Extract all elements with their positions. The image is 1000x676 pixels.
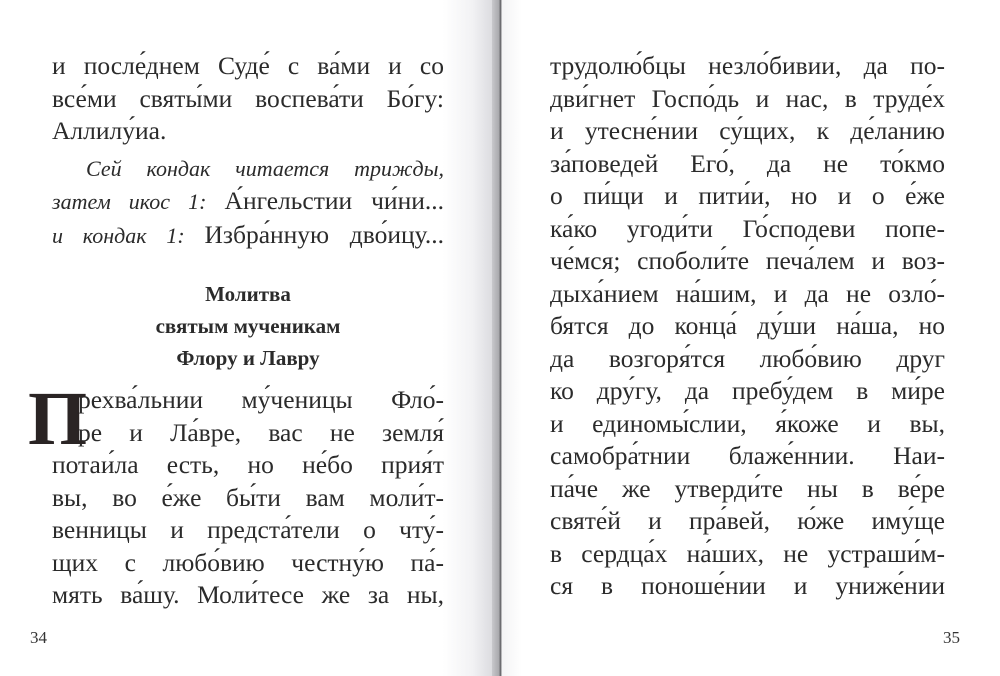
text-line: рехва́льнии му́ченицы Фло́-: [78, 385, 444, 414]
rubric-line: [52, 152, 444, 186]
text-line: венницы и предста́тели о чту́-: [52, 515, 444, 544]
page-number-left: 34: [30, 628, 47, 647]
left-page-continuation: [52, 50, 444, 252]
text-line: и единомы́слии, я́коже и вы,: [550, 408, 945, 438]
text-line: да возгоря́тся любо́вию друг: [550, 343, 945, 373]
text-line: че́мся; споболи́те печа́лем и воз-: [550, 246, 945, 275]
rubric-italic: и кондак 1:: [52, 222, 205, 248]
text-line: в сердца́х на́ших, не устраши́м-: [550, 538, 945, 568]
rubric-regular: Избра́нную дво́ицу...: [204, 219, 444, 249]
rubric-line: [52, 185, 444, 219]
text-line: бятся до конца́ ду́ши на́ша, но: [550, 311, 945, 340]
rubric-italic: затем икос 1:: [52, 189, 225, 214]
heading-line: Молитва: [205, 282, 291, 306]
text-line: Аллилу́иа.: [52, 116, 167, 145]
text-line: за́поведей Его́, да не то́кмо: [550, 148, 945, 178]
text-line: мять ва́шу. Моли́тесе же за ны,: [52, 580, 444, 609]
page-number-right: 35: [943, 628, 960, 647]
text-line: и после́днем Суде́ с ва́ми и со: [52, 51, 444, 80]
text-line: вы, во е́же бы́ти вам моли́т-: [52, 482, 444, 512]
text-line: дви́гнет Госпо́дь и нас, в труде́х: [550, 83, 945, 113]
text-line: ко дру́гу, да пребу́дем в ми́ре: [550, 376, 945, 405]
heading-line: святым мученикам: [155, 314, 341, 338]
heading-line: Флору и Лавру: [176, 346, 320, 370]
text-line: потаи́ла есть, но не́бо прия́т: [52, 450, 444, 479]
text-line: самобра́тнии блаже́ннии. Наи-: [550, 441, 945, 470]
text-line: святе́й и пра́вей, ю́же иму́ще: [550, 506, 945, 535]
text-line: ка́ко угоди́ти Го́сподеви попе-: [550, 213, 945, 243]
rubric-italic: Сей кондак читается трижды,: [86, 155, 444, 181]
right-page-text: [550, 50, 945, 603]
text-line: дыха́нием на́шим, и да не озло́-: [550, 278, 945, 308]
text-line: о пи́щи и пити́и, но и о е́же: [550, 181, 945, 210]
text-line: щих с любо́вию честну́ю па́-: [52, 547, 444, 577]
rubric-regular: А́нгельстии чи́ни...: [224, 186, 444, 215]
text-line: трудолю́бцы незло́бивии, да по-: [550, 51, 945, 80]
left-page: [0, 0, 492, 676]
prayer-heading: [52, 280, 444, 372]
text-line: ре и Ла́вре, вас не земля́: [78, 417, 444, 447]
drop-cap: П: [28, 377, 88, 461]
prayer-text: [28, 377, 444, 612]
text-line: и утесне́нии су́щих, к де́ланию: [550, 116, 945, 145]
text-line: ся в поноше́нии и униже́нии: [550, 571, 945, 600]
text-line: все́ми святы́ми воспева́ти Бо́гу:: [52, 83, 444, 113]
text-line: па́че же утверди́те ны в ве́ре: [550, 473, 945, 503]
book-gutter: [492, 0, 502, 676]
rubric-line: [52, 219, 444, 253]
right-page: [502, 0, 1000, 676]
